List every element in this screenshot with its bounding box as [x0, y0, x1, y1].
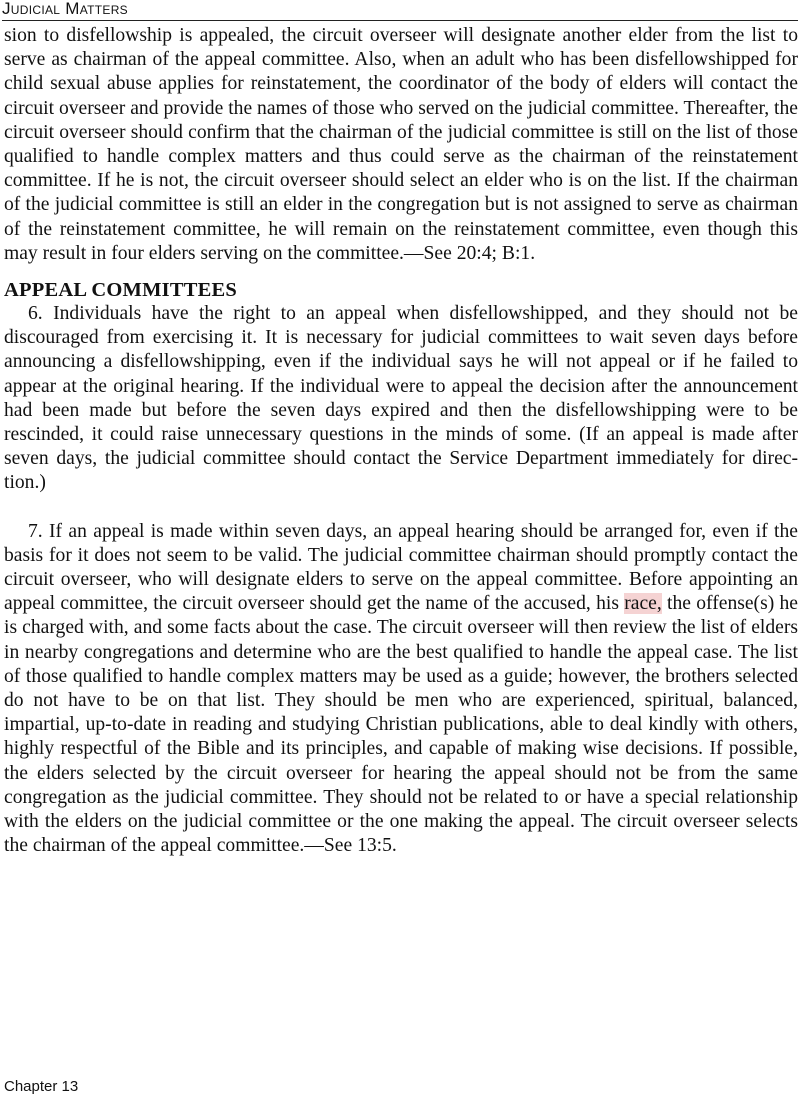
continuation-paragraph: sion to disfellowship is appealed, the circuit overseer will designate another elder from the list to serve as chairman of the appeal committee. Also, when an adult who has been disfellowshipped for child sexual abuse applies for reinstatement, the coordinator of the body of elders will contact the circuit overseer and provide the names of those who served on the judicial committee. Thereafter, the circuit overseer should confirm that the chairman of the judicial committee is still on the list of those qualified to handle complex matters and thus could serve as the chairman of the reinstatement committee. If he is not, the circuit overseer should select an elder who is on the list. If the chairman of the judicial committee is still an elder in the congregation but is not assigned to serve as chairman of the reinstatement committee, he will remain on the reinstatement committee, even though this may result in four elders serving on the committee.—See 20:4; B:1.	[4, 25, 798, 264]
running-head: Judicial Matters	[2, 0, 798, 21]
paragraph-7	[4, 520, 798, 859]
paragraph-6: 6. Individuals have the right to an appeal when disfellowshipped, and they should not be discouraged from exercising it. It is necessary for judicial committees to wait seven days before announcing a disfellowshipping, even if the individual says he will not appeal or if he failed to appear at the original hearing. If the individual were to appeal the decision after the announcement had been made but before the seven days expired and then the disfellowshipping were to be rescinded, it could raise unnecessary questions in the minds of some. (If an appeal is made after seven days, the judicial committee should contact the Service Department immediately for direction.)	[4, 303, 798, 494]
paragraph-7-text-before: 7. If an appeal is made within seven days, an appeal hearing should be arranged for, even if the basis for it does not seem to be valid. The judicial committee chairman should promptly contact the circuit overseer, who will designate elders to serve on the appeal committee. Before appointing an appeal committee, the circuit overseer should get the name of the accused, his	[4, 520, 798, 615]
highlighted-word: race,	[624, 593, 662, 615]
page-footer: Chapter 13	[4, 1078, 79, 1095]
page-body	[4, 24, 798, 859]
section-heading: APPEAL COMMITTEES	[4, 279, 237, 302]
paragraph-gap	[4, 496, 798, 520]
paragraph-7-text-after: the offense(s) he is charged with, and some facts about the case. The circuit overseer will then review the list of elders in nearby congregations and determine who are the best qualified to handle the appeal case. The list of those qualified to handle complex matters may be used as a guide; however, the brothers selected do not have to be on that list. They should be men who are experienced, spiritual, balanced, impartial, up-to-date in reading and studying Christian publications, able to deal kindly with others, highly respectful of the Bible and its principles, and capable of making wise decisions. If possible, the elders selected by the circuit overseer for hearing the appeal should not be from the same congregation as the judicial committee. They should not be related to or have a special relationship with the elders on the judicial committee or the one making the appeal. The circuit overseer selects the chairman of the appeal committee.—See 13:5.	[4, 593, 799, 857]
